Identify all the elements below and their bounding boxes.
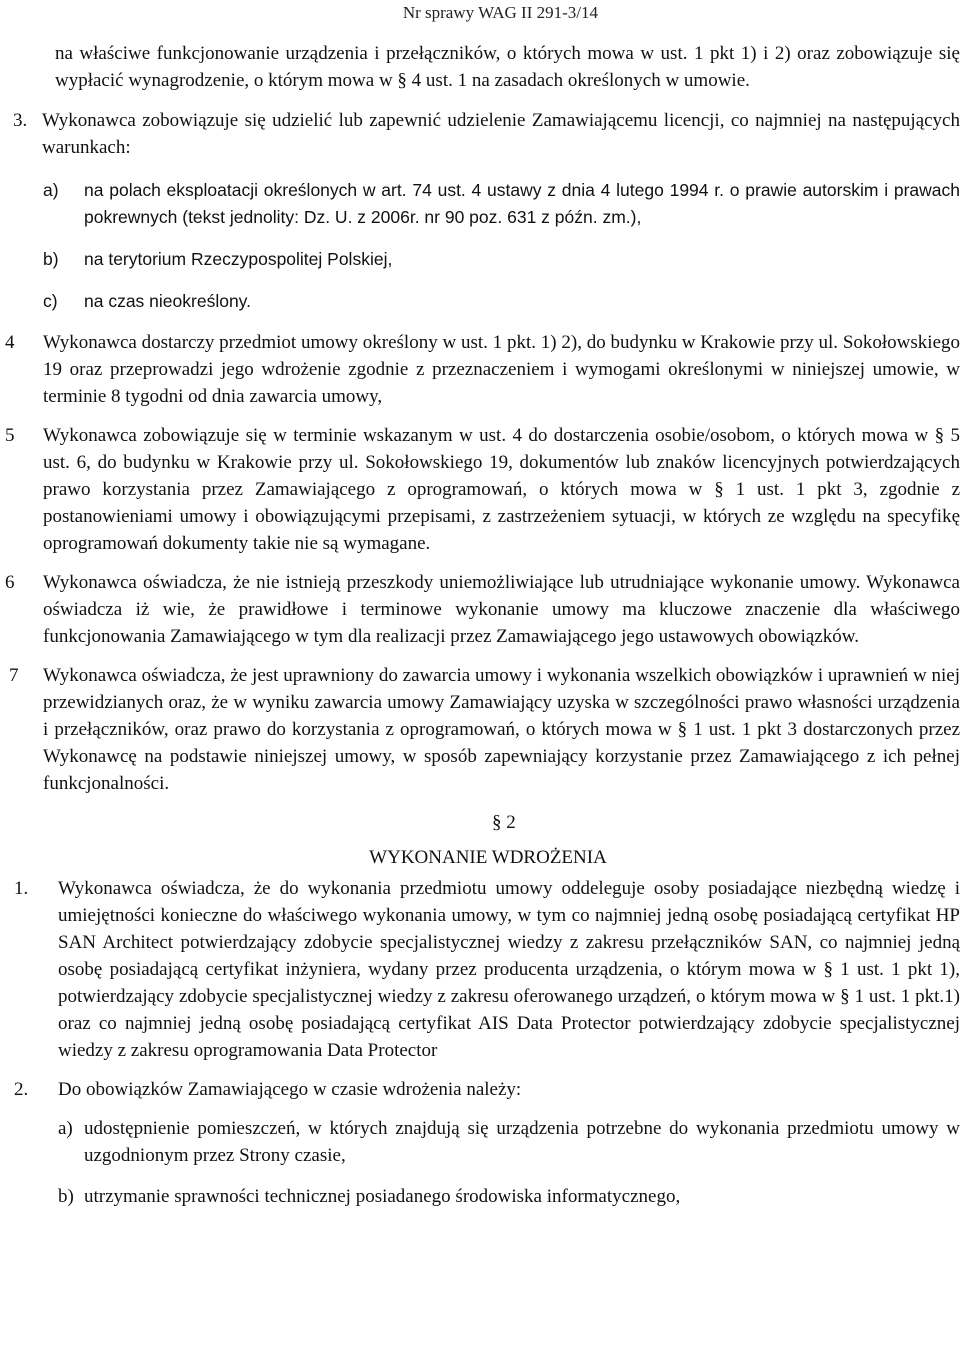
license-condition-a <box>0 177 960 231</box>
obligation-b-text: utrzymanie sprawności technicznej posiadanego środowiska informatycznego, <box>84 1186 681 1207</box>
point-5-text: Wykonawca zobowiązuje się w terminie wskazanym w ust. 4 do dostarczenia osobie/osobom, o których mowa w § 5 ust. 6, do budynku w Krakowie przy ul. Sokołowskiego 19, dokumentów lub znaków licencyjnych potwierdzających prawo korzystania przez Zamawiającego z oprogramowań, o których mowa w § 1 ust. 1 pkt 3, zgodnie z postanowieniami umowy i obowiązującymi przepisami, z zastrzeżeniem sytuacji, w których ze względu na specyfikę oprogramowań dokumenty takie nie są wymagane. <box>43 425 960 554</box>
point-7-text: Wykonawca oświadcza, że jest uprawniony do zawarcia umowy i wykonania wszelkich obowiązków i uprawnień w niej przewidzianych oraz, że w wyniku zawarcia umowy Zamawiający uzyska w szczególności prawo własności urządzenia i przełączników, oraz prawo do korzystania z oprogramowań, o których mowa w § 1 ust. 1 pkt 3 dostarczonych przez Wykonawcę na podstawie niniejszej umowy, w sposób zapewniający korzystanie przez Zamawiającego z ich pełnej funkcjonalności. <box>43 665 960 794</box>
point-6-text: Wykonawca oświadcza, że nie istnieją przeszkody uniemożliwiające lub utrudniające wykonanie umowy. Wykonawca oświadcza iż wie, że prawidłowe i terminowe wykonanie umowy ma kluczowe znaczenie dla właściwego funkcjonowania Zamawiającego w tym dla realizacji przez Zamawiającego jego ustawowych obowiązków. <box>43 572 960 647</box>
obligation-a-text: udostępnienie pomieszczeń, w których znajdują się urządzenia potrzebne do wykonania przedmiotu umowy w uzgodnionym przez Strony czasie, <box>84 1118 960 1166</box>
obligation-b-label: b) <box>58 1186 74 1207</box>
section-item-1-text: Wykonawca oświadcza, że do wykonania przedmiotu umowy oddeleguje osoby posiadające niezbędną wiedzę i umiejętności konieczne do właściwego wykonania umowy, w tym co najmniej jedną osobę posiadającą certyfikat HP SAN Architect potwierdzający zdobycie specjalistycznej wiedzy z zakresu przełączników SAN, co najmniej jedną osobę posiadającą certyfikat inżyniera, wydany przez producenta urządzenia, o którym mowa w § 1 ust. 1 pkt 1), potwierdzający zdobycie specjalistycznej wiedzy z zakresu oferowanego urządzeń, o którym mowa w § 1 ust. 1 pkt.1) oraz co najmniej jedną osobę posiadającą certyfikat AIS Data Protector potwierdzający zdobycie specjalistycznej wiedzy z zakresu oprogramowania Data Protector <box>58 878 960 1061</box>
point-6-number: 6 <box>5 572 15 593</box>
obligation-a <box>0 1115 960 1169</box>
document-page <box>0 40 960 1224</box>
license-condition-a-text: na polach eksploatacji określonych w art. 74 ust. 4 ustawy z dnia 4 lutego 1994 r. o prawie autorskim i prawach pokrewnych (tekst jednolity: Dz. U. z 2006r. nr 90 poz. 631 z późn. zm.), <box>84 180 960 227</box>
license-condition-a-label: a) <box>43 180 59 200</box>
obligation-a-label: a) <box>58 1118 73 1139</box>
point-5-number: 5 <box>5 425 15 446</box>
license-conditions-list <box>0 177 960 315</box>
license-condition-b-label: b) <box>43 249 59 269</box>
section-symbol: § 2 <box>492 812 516 833</box>
point-3-text: Wykonawca zobowiązuje się udzielić lub zapewnić udzielenie Zamawiającemu licencji, co najmniej na następujących warunkach: <box>42 110 960 158</box>
point-5 <box>0 422 960 557</box>
point-3-number: 3. <box>13 110 28 131</box>
section-item-2-text: Do obowiązków Zamawiającego w czasie wdrożenia należy: <box>58 1079 522 1100</box>
point-3 <box>0 107 960 161</box>
license-condition-b-text: na terytorium Rzeczypospolitej Polskiej, <box>84 249 393 269</box>
obligation-b <box>0 1183 960 1210</box>
point-6 <box>0 569 960 650</box>
case-number-header: Nr sprawy WAG II 291-3/14 <box>402 3 598 22</box>
intro-paragraph: na właściwe funkcjonowanie urządzenia i przełączników, o których mowa w ust. 1 pkt 1) i 2) oraz zobowiązuje się wypłacić wynagrodzenie, o którym mowa w § 4 ust. 1 na zasadach określonych w umowie. <box>55 43 960 91</box>
license-condition-c-label: c) <box>43 291 58 311</box>
point-7-number: 7 <box>9 665 19 686</box>
section-item-2 <box>0 1076 960 1103</box>
section-item-1-number: 1. <box>14 878 29 899</box>
point-7 <box>0 662 960 797</box>
point-4-number: 4 <box>5 332 15 353</box>
section-item-1 <box>0 875 960 1064</box>
license-condition-c-text: na czas nieokreślony. <box>84 291 251 311</box>
license-condition-c <box>0 288 960 315</box>
point-4-text: Wykonawca dostarczy przedmiot umowy określony w ust. 1 pkt. 1) 2), do budynku w Krakowie przy ul. Sokołowskiego 19 oraz przeprowadzi jego wdrożenie zgodnie z przeznaczeniem i wymogami określonymi w niniejszej umowie, w terminie 8 tygodni od dnia zawarcia umowy, <box>43 332 960 407</box>
section-item-2-number: 2. <box>14 1079 29 1100</box>
section-title: WYKONANIE WDROŻENIA <box>369 847 607 868</box>
point-4 <box>0 329 960 410</box>
license-condition-b <box>0 246 960 273</box>
